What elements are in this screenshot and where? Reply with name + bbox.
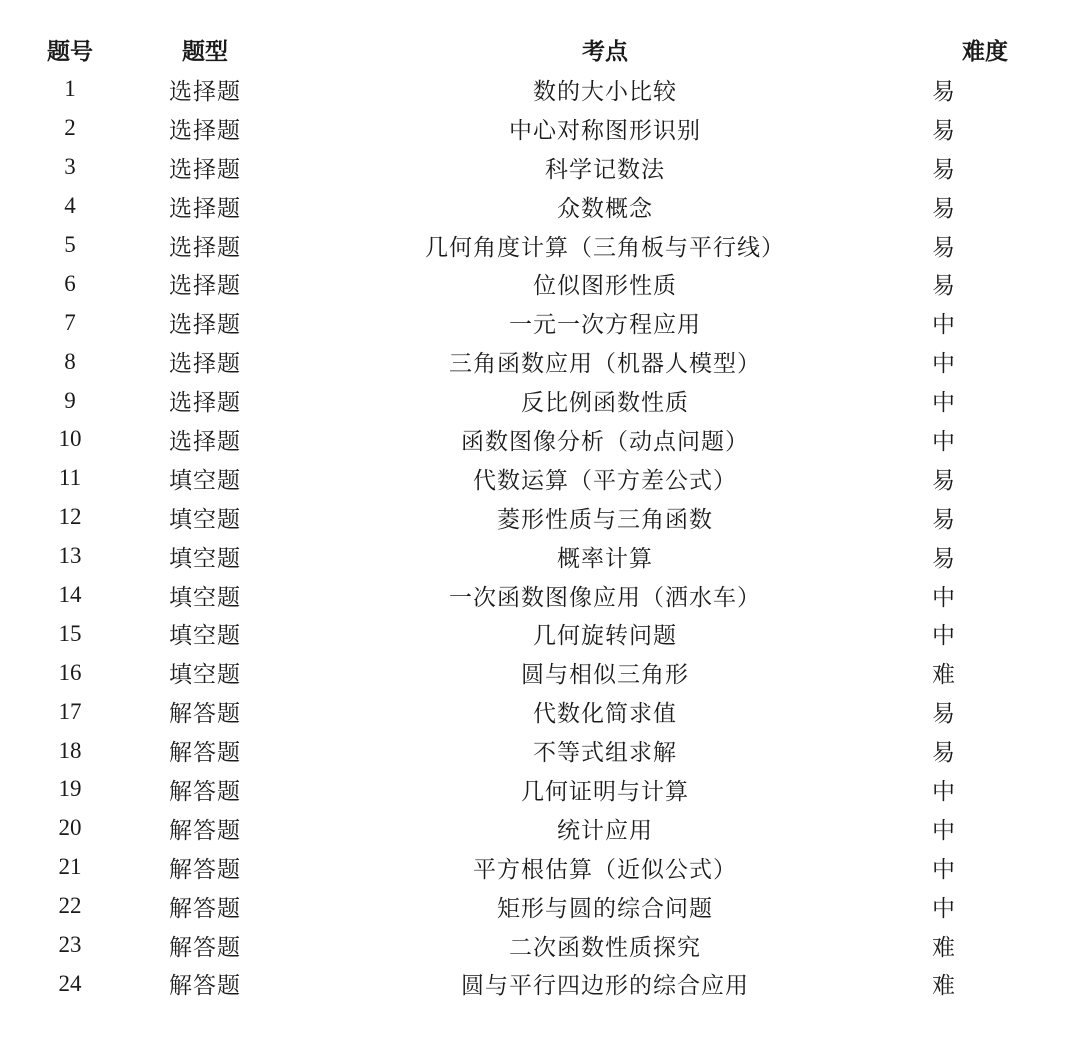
question-type: 选择题 (169, 428, 241, 455)
question-topic: 一元一次方程应用 (509, 312, 701, 339)
table-row (0, 653, 1080, 692)
question-number: 17 (58, 698, 82, 724)
question-topic: 几何旋转问题 (533, 623, 677, 650)
table-row (0, 226, 1080, 265)
question-topic: 几何证明与计算 (521, 778, 689, 805)
question-number: 4 (64, 193, 76, 219)
question-type: 解答题 (169, 973, 241, 1000)
table-row (0, 926, 1080, 965)
question-difficulty: 中 (932, 856, 956, 883)
table-row (0, 614, 1080, 653)
question-type: 选择题 (169, 273, 241, 300)
question-topic: 科学记数法 (545, 156, 665, 183)
table-row (0, 964, 1080, 1003)
question-number: 3 (64, 154, 76, 180)
question-topic: 圆与相似三角形 (521, 662, 689, 689)
question-type: 填空题 (169, 662, 241, 689)
question-topic: 反比例函数性质 (521, 390, 689, 417)
question-number: 13 (58, 543, 82, 569)
question-topic: 函数图像分析（动点问题） (461, 428, 749, 455)
header-difficulty: 难度 (962, 38, 1008, 65)
question-number: 11 (58, 465, 82, 491)
question-number: 23 (58, 932, 82, 958)
table-row (0, 459, 1080, 498)
table-row (0, 848, 1080, 887)
question-number: 21 (58, 854, 82, 880)
question-topic: 不等式组求解 (533, 740, 677, 767)
table-row (0, 692, 1080, 731)
question-type: 填空题 (169, 584, 241, 611)
header-number: 题号 (47, 38, 93, 65)
table-row (0, 498, 1080, 537)
table-row (0, 148, 1080, 187)
question-topic: 菱形性质与三角函数 (497, 506, 713, 533)
table-row (0, 809, 1080, 848)
table-row (0, 731, 1080, 770)
question-number: 5 (64, 232, 76, 257)
question-topic: 矩形与圆的综合问题 (497, 895, 713, 922)
question-number: 24 (58, 970, 82, 996)
question-topic: 中心对称图形识别 (509, 117, 701, 144)
question-number: 10 (58, 426, 82, 452)
table-row (0, 381, 1080, 420)
question-type: 解答题 (169, 934, 241, 961)
question-topic: 三角函数应用（机器人模型） (449, 351, 761, 378)
table-row (0, 303, 1080, 342)
exam-topic-table (0, 28, 1080, 1003)
question-type: 解答题 (169, 740, 241, 767)
question-difficulty: 中 (932, 817, 956, 844)
question-type: 解答题 (169, 895, 241, 922)
question-difficulty: 易 (932, 117, 956, 144)
table-row (0, 887, 1080, 926)
header-type: 题型 (182, 38, 228, 65)
question-type: 解答题 (169, 856, 241, 883)
table-row (0, 109, 1080, 148)
table-row (0, 420, 1080, 459)
question-difficulty: 易 (932, 234, 956, 261)
table-body (0, 70, 1080, 1003)
question-difficulty: 易 (932, 740, 956, 767)
question-difficulty: 中 (932, 312, 956, 339)
question-topic: 众数概念 (557, 195, 653, 222)
question-topic: 代数化简求值 (533, 701, 677, 728)
table-row (0, 342, 1080, 381)
question-number: 6 (64, 270, 76, 296)
question-number: 1 (64, 76, 76, 102)
question-number: 16 (58, 659, 82, 685)
question-type: 填空题 (169, 623, 241, 650)
question-type: 解答题 (169, 701, 241, 728)
table-header-row (0, 28, 1080, 70)
question-type: 选择题 (169, 234, 241, 261)
question-difficulty: 易 (932, 545, 956, 572)
question-topic: 平方根估算（近似公式） (473, 856, 737, 883)
question-difficulty: 中 (932, 623, 956, 650)
question-difficulty: 中 (932, 778, 956, 805)
question-type: 选择题 (169, 390, 241, 417)
question-topic: 概率计算 (557, 545, 653, 572)
question-difficulty: 中 (932, 351, 956, 378)
question-number: 9 (64, 387, 76, 413)
question-difficulty: 易 (932, 506, 956, 533)
question-type: 填空题 (169, 506, 241, 533)
question-difficulty: 易 (932, 701, 956, 728)
question-difficulty: 易 (932, 273, 956, 300)
question-type: 选择题 (169, 117, 241, 144)
question-type: 选择题 (169, 78, 241, 105)
table-row (0, 537, 1080, 576)
table-row (0, 70, 1080, 109)
table-row (0, 187, 1080, 226)
table-row (0, 576, 1080, 615)
question-type: 选择题 (169, 195, 241, 222)
question-topic: 代数运算（平方差公式） (473, 467, 737, 494)
question-difficulty: 易 (932, 78, 956, 105)
question-number: 20 (58, 815, 82, 841)
question-type: 填空题 (169, 467, 241, 494)
question-type: 解答题 (169, 778, 241, 805)
question-topic: 圆与平行四边形的综合应用 (461, 973, 749, 1000)
question-number: 19 (58, 776, 82, 802)
question-difficulty: 易 (932, 467, 956, 494)
question-number: 7 (64, 309, 76, 335)
question-type: 选择题 (169, 351, 241, 378)
question-type: 选择题 (169, 156, 241, 183)
table-row (0, 770, 1080, 809)
question-number: 2 (64, 115, 76, 141)
question-number: 22 (58, 893, 82, 919)
question-difficulty: 中 (932, 584, 956, 611)
header-topic: 考点 (582, 38, 628, 65)
table-row (0, 264, 1080, 303)
question-difficulty: 难 (932, 973, 956, 1000)
question-number: 8 (64, 348, 76, 374)
question-difficulty: 难 (932, 662, 956, 689)
question-type: 填空题 (169, 545, 241, 572)
question-number: 14 (58, 582, 82, 608)
question-number: 18 (58, 737, 82, 763)
question-number: 15 (58, 620, 82, 646)
question-difficulty: 易 (932, 156, 956, 183)
question-topic: 二次函数性质探究 (509, 934, 701, 961)
question-difficulty: 难 (932, 934, 956, 961)
question-type: 解答题 (169, 817, 241, 844)
question-difficulty: 中 (932, 390, 956, 417)
question-topic: 位似图形性质 (533, 273, 677, 300)
question-difficulty: 中 (932, 428, 956, 455)
question-type: 选择题 (169, 312, 241, 339)
question-difficulty: 易 (932, 195, 956, 222)
question-topic: 几何角度计算（三角板与平行线） (425, 234, 785, 261)
question-difficulty: 中 (932, 895, 956, 922)
question-topic: 一次函数图像应用（洒水车） (449, 584, 761, 611)
question-number: 12 (58, 504, 82, 530)
question-topic: 数的大小比较 (533, 78, 677, 105)
question-topic: 统计应用 (557, 817, 653, 844)
